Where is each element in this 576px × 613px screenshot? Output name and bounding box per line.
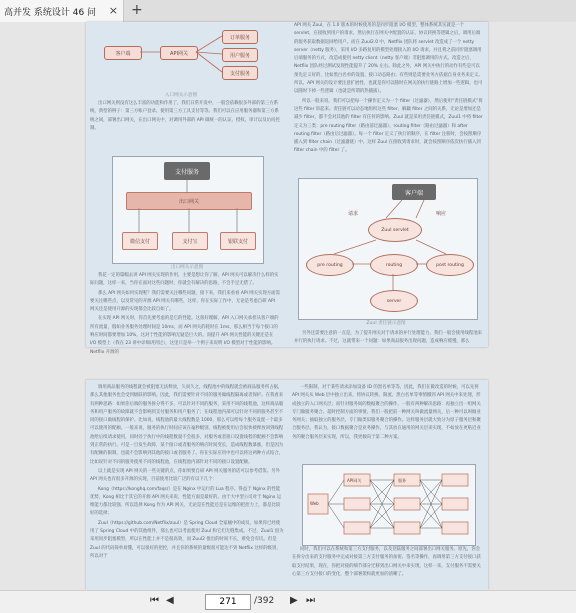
text-column	[294, 330, 484, 347]
diagram-node-payment: 支付服务	[164, 162, 210, 180]
diagram-node-exit-gateway: 出口网关	[126, 192, 252, 210]
diagram-node-alipay: 支付宝	[172, 232, 208, 250]
page-navigation-bar	[0, 590, 576, 613]
pdf-page	[86, 380, 488, 590]
figure-caption: Zuul 责任链示意图	[366, 321, 406, 326]
diagram-node-order: 订单服务	[222, 30, 258, 44]
diagram-node-pre: pre routing	[306, 254, 354, 276]
diagram-node-client: 客户端	[392, 184, 436, 200]
paragraph: 另外还需要注意的一点是，为了提升网关对于请求的并行处理能力，我们一般会使用线程池来并行的执行请求。不过，这就带来一个问题：如果商品服务出现问题，造成响应缓慢，那么	[294, 331, 483, 345]
paragraph: 我花一定的篇幅去讲 API 网关实现的作用，主要是想让你了解，API 网关可以解决什么样的实际问题，这样一来，当你在面对这些问题时，你就会有解决的思路，不会手足无措了。	[90, 273, 279, 287]
paragraph: 调用商品服务的线程就会被阻塞无法释放，久而久之，线程池中的线程就会被商品服务所占据，那么其他服务也会受到级联的影响。因此，我们需要针对不同的服务做线程隔离或者保护。在我看来有两种思路：如果你后端的服务拆分得不多，可以针对不同的服务，采用不同的线程池，这样商品服务和用户服务的故障就不会影响到支付服务和用户服务了；在线程池内部可以针对不同的服务甚至不同的接口做线程的保护。比如说，线程池的最大线程数是 1000，那么可以给每个服务设置一个最多可以使用的配额。一般来说，服务的执行时间应该在毫秒级别，线程被使用后会很快被释放回到线程池给后续请求使用，同时处于执行中的线程数量不会很多，对服务或者接口设置线程的配额不会影响到正常的执行。可是一旦发生故障，某个接口或者服务的响应时间变长，造成线程数暴涨，但是因为有配额的限制，也就不会影响到其他的接口或者服务了。你在实际应用中也可以将这两种方式结合，比如说针对不同的服务使用不同的线程池，在线程池内部针对不同的接口设置配额。	[90, 385, 284, 465]
pdf-page	[86, 22, 488, 355]
prev-page-button[interactable]: ◀	[166, 595, 174, 606]
diagram-node-wechat: 微信支付	[122, 232, 158, 250]
document-viewer[interactable]	[0, 22, 576, 590]
paragraph: 所以一般来说，我们可以把每一个操作定义为一个 filter（过滤器），然后使用“责任链模式”将这些 filter 串起来。责任链可以动态地组织这些 filter，解耦 filter 之间的关系，无论是增加还是减少 filter，都不会对其他的 filter 有任何的影响。Zuul 就是采用责任链模式，Zuul1 中将 filter 定义为三类：pre routing filter（路由前过滤器）、routing filter（路由过滤器）和 after routing filter（路由后过滤器）。每一个 filter 定义了执行的顺序，在 filter 注册时，会按照顺序插入到 filter chain（过滤器链）中。这样 Zuul 在接收到请求时，就会按照顺序依次执行插入到 filter chain 中的 filter 了。	[294, 98, 483, 154]
diagram-network	[302, 464, 474, 544]
label-request: 请求	[348, 211, 359, 217]
diagram-node-servlet: Zuul servlet	[368, 218, 422, 242]
text-column	[292, 384, 484, 460]
text-column	[90, 384, 284, 588]
diagram-node-post: post routing	[426, 254, 474, 276]
tab-title: 高并发 系统设计 46 问	[4, 7, 97, 18]
diagram-arrows	[86, 22, 488, 322]
tab-bar	[0, 0, 576, 23]
figure-caption: 入口网关示意图	[164, 93, 198, 98]
paragraph: Zuul（https://github.com/Netflix/zuul）是 Spring Cloud 全家桶中的成员，如果你已经使用了 Spring Cloud 中的其他组件，那么也可以考虑使用 Zuul 和它们无缝集成。不过，Zuul1 因为采用同步阻塞模型，所以在性能上并不是很高效，而 Zuul2 推出的时间不长，难免会有坑。但是 Zuul 的代码简单易懂，可以很好的把控，并且你的系统的量级很可能达不到 Netflix 这样的级别，所以对于	[90, 520, 284, 559]
paragraph: 一些限制，对于某些请求添加设备 ID 的黑名单等等。因此，我们在微改造的时候，可以先将 API 网关从 Web 层中独立出来，将协议转换、限流、黑白名单等事情挪到 API 网关中来处理，形成独立的入口网关层；而针对服务间的数据聚合的操作，一般有两种解决思路：再独立出一组网关专门做服务聚合、超时控制方面的事情，我们一般把前一种网关叫做流量网关，后一种可以叫做业务网关；抽取独立的服务层，专门做类似服务聚合的操作。这样服务层就大致分为原子服务层和聚合服务层。我认为，接口数据聚合是业务操作，与其放在通用的网关层来实现，不如放在更贴近业务的聚合服务层来实现，所以，我更倾向于第二种方案。	[292, 385, 481, 440]
paragraph: 同时，我们可以在系统和第三方支付服务，以及登陆服务之间部署出口网关服务。原先，你会在拆分出来的支付服务中完成对接第三方支付服务的加密、签名等操作，再调用第三方支付接口获取支付结果，现在，你把对接的细节部分迁移到出口网关中来实现，这样一来，支付服务不需要关心第三方支付接口的变化，整个部署架构就更加的清晰了。	[292, 547, 481, 577]
label-response: 响应	[436, 211, 447, 217]
diagram-node-gateway: API网关	[160, 46, 198, 60]
close-icon[interactable]: ×	[108, 4, 118, 17]
label-web: Web	[310, 501, 319, 506]
page-number-input[interactable]	[205, 594, 251, 610]
paragraph: Kong（https://konghq.com/faqs/）是在 Nginx 中运行的 Lua 程序。得益于 Nginx 的性能优势，Kong 相比于其它的开源 API 网关来说，性能方面是最好的。由于大中型公司对于 Nginx 运维能力都比较强，所以选择 Kong 作为 API 网关，无论是在性能还是在运维的把控力上，都是比较好的选择；	[90, 486, 282, 517]
diagram-node-bank: 银联支付	[220, 232, 256, 250]
diagram-node-server: server	[370, 290, 418, 312]
figure-caption: 出口网关示意图	[170, 265, 204, 270]
last-page-button[interactable]: ⏭	[306, 595, 315, 606]
label-svc: 服务	[398, 478, 406, 483]
paragraph: 那么 API 网关如何实现呢？我们需要关注哪些问题，接下来，我们来看看 API 网关实现方面需要关注哪些点，以及常见的开源 API 网关有哪些，这样，你在实际工作中，无论是考虑自研 API 网关还是使用开源的实现都会比较自如了。	[90, 290, 280, 313]
diagram-node-client: 客户端	[104, 46, 142, 60]
label-api: API网关	[347, 478, 362, 483]
text-column	[292, 546, 484, 588]
paragraph: 出口网关则没有这么丰富的功能和作用了，我们日常开发中，一般会依赖很多外部的第三方系统，典型的例子：第三方账户登录、使用第三方工具支付等等。我们可以在应用服务器和第三方系统之间，部署出口网关，在出口网关中，对调用外部的 API 做统一的认证、授权、审计以及访问控制。	[90, 101, 280, 131]
tab-document[interactable]	[0, 0, 124, 22]
paragraph: API 网关 Zuul，在 1.0 版本的时候使用的是同步阻塞 I/O 模型，整体系统其实就是一个 servlet，在接收到用户的请求，然后执行在网关中配置的认证、协议转换等逻辑之后，调用后端的服务获取数据返回给用户。而在 Zuul2.0 中，Netflix 团队将 servlet 改造成了一个 netty server（netty 服务），采用 I/O 多路复用的模型处理接入的 I/O 请求，并且将之前同步阻塞调用后端服务的方式，改造成使用 netty client（netty 客户端）非阻塞调用的方式。改造之后，Netflix 团队经过测试发现性能提升了 20% 左右。除此之外，API 网关中执行的动作有些是可以预先定义好的，比如黑白名单的设置、接口动态路由；有些则是需要业务方依据自身业务来定义。所以，API 网关的设计要注意扩展性，也就是你可以随时在网关的执行链路上增加一些逻辑，也可以随时下掉一些逻辑（也就是所谓的热插拔）。	[294, 23, 483, 95]
diagram-node-user: 用户服务	[222, 48, 258, 62]
diagram-node-pay: 支付服务	[222, 66, 258, 80]
new-tab-button[interactable]: +	[131, 2, 143, 18]
next-page-button[interactable]: ▶	[290, 595, 298, 606]
paragraph: 以上就是实现 API 网关的一些关键的点，你如果要自研 API 网关服务的话可以参考借鉴。另外 API 网关也有很多开源的实现，目前使用比较广泛的有以下几个：	[90, 468, 280, 483]
page-total: /392	[254, 596, 275, 606]
paragraph: 在实现 API 网关时，你首先要考虑的是它的性能。这很好理解，API 入口网关承担从客户端的所有流量，假如业务服务处理时间是 10ms，而 API 网关的耗时在 1ms，那么相当于每个接口的响应时间都要增加 10%，这对于性能的影响无疑是巨大的。而提升 API 网关性能的关键还是在 I/O 模型上（我在 23 讲中详细讲到过），这里只是举一个例子来说明 I/O 模型对于性能的影响。Netflix 开源的	[90, 316, 279, 355]
diagram-node-routing: routing	[370, 254, 418, 276]
first-page-button[interactable]: ⏮	[150, 595, 159, 606]
